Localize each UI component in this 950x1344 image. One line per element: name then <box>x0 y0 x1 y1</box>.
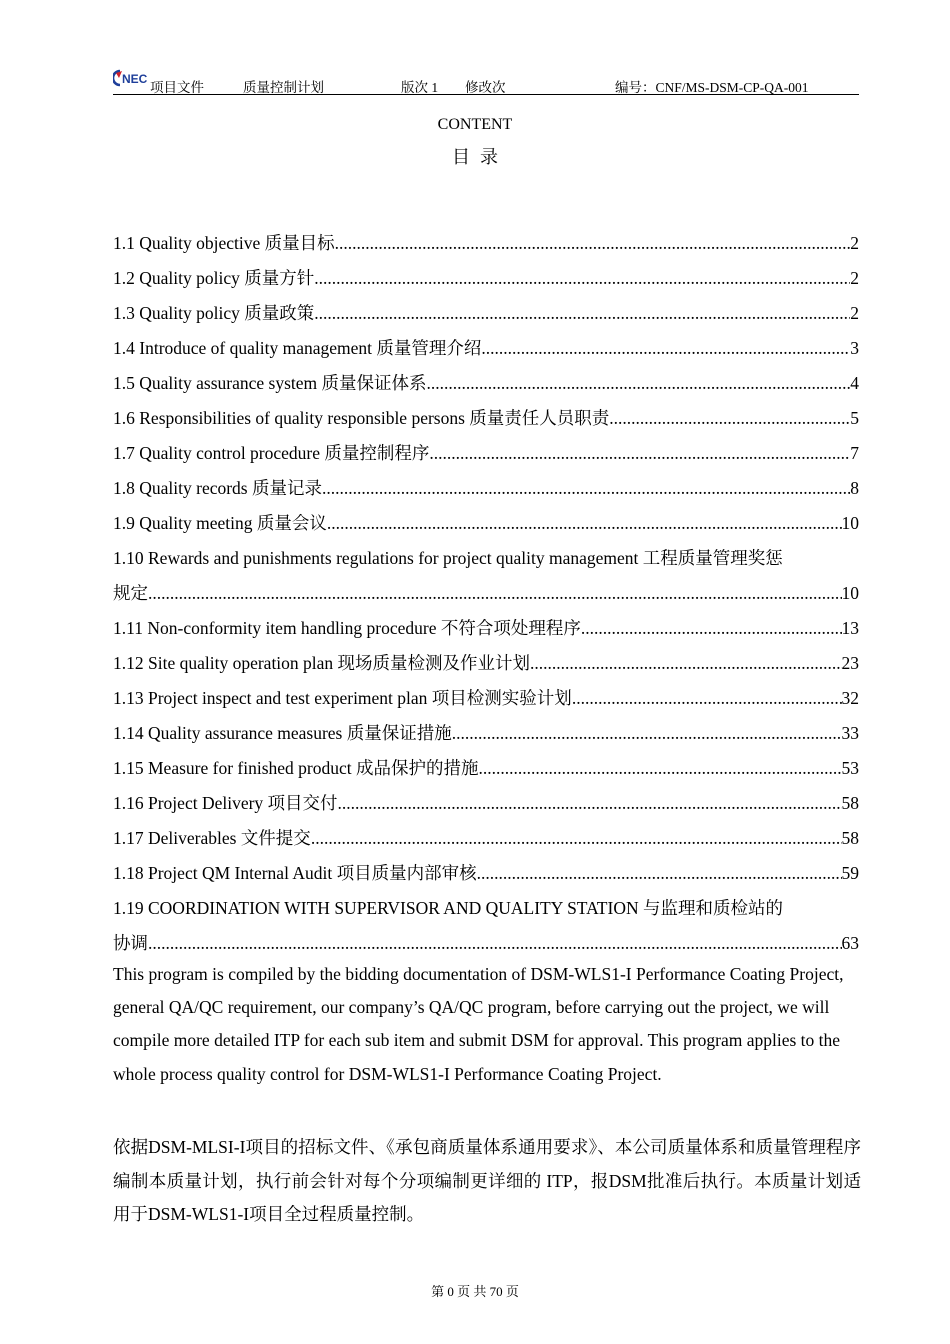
toc-page-number: 2 <box>850 303 859 323</box>
toc-entry-title: 1.10 Rewards and punishments regulations for project quality management 工程质量管理奖惩 <box>113 548 783 568</box>
toc-leader-dots <box>335 226 851 261</box>
toc-entry[interactable] <box>113 576 859 611</box>
page-header <box>113 66 859 95</box>
toc-entry-title: 1.9 Quality meeting 质量会议 <box>113 513 327 533</box>
toc-page-number: 2 <box>850 233 859 253</box>
toc-page-number: 13 <box>841 618 859 638</box>
toc-entry[interactable] <box>113 506 859 541</box>
toc-entry[interactable] <box>113 366 859 401</box>
toc-entry[interactable] <box>113 926 859 961</box>
toc-page-number: 32 <box>841 688 859 708</box>
toc-page-number: 63 <box>841 933 859 953</box>
toc-page-number: 3 <box>850 338 859 358</box>
toc-leader-dots <box>572 681 842 716</box>
toc-page-number: 23 <box>841 653 859 673</box>
toc-page-number: 2 <box>850 268 859 288</box>
toc-entry-title: 1.8 Quality records 质量记录 <box>113 478 322 498</box>
toc-entry[interactable] <box>113 261 859 296</box>
toc-entry-title: 1.11 Non-conformity item handling procedure 不符合项处理程序 <box>113 618 581 638</box>
toc-entry[interactable] <box>113 786 859 821</box>
toc-entry[interactable] <box>113 716 859 751</box>
intro-paragraph-chinese: 依据DSM-MLSI-I项目的招标文件、《承包商质量体系通用要求》、本公司质量体系和质量管理程序编制本质量计划，执行前会针对每个分项编制更详细的 ITP，报DSM批准后执行。本质量计划适用于DSM-WLS1-I项目全过程质量控制。 <box>113 1137 861 1224</box>
toc-entry[interactable] <box>113 611 859 646</box>
toc-entry[interactable] <box>113 751 859 786</box>
toc-leader-dots <box>148 926 842 961</box>
header-doc-type: 项目文件 <box>150 80 204 95</box>
toc-leader-dots <box>429 436 850 471</box>
toc-entry[interactable] <box>113 681 859 716</box>
header-revision: 修改次 <box>465 80 506 95</box>
toc-entry-title: 1.3 Quality policy 质量政策 <box>113 303 315 323</box>
toc-entry-title: 1.7 Quality control procedure 质量控制程序 <box>113 443 430 463</box>
header-plan-name: 质量控制计划 <box>243 80 324 95</box>
toc-page-number: 5 <box>850 408 859 428</box>
toc-entry-title: 1.2 Quality policy 质量方针 <box>113 268 315 288</box>
toc-entry-title: 1.15 Measure for finished product 成品保护的措施 <box>113 758 479 778</box>
toc-leader-dots <box>327 506 842 541</box>
toc-entry-title-continuation: 规定 <box>113 583 148 603</box>
toc-leader-dots <box>314 296 850 331</box>
toc-entry-title: 1.16 Project Delivery 项目交付 <box>113 793 338 813</box>
toc-leader-dots <box>314 261 850 296</box>
header-version: 版次 1 <box>401 80 439 95</box>
toc-entry[interactable] <box>113 821 859 856</box>
toc-entry-title: 1.19 COORDINATION WITH SUPERVISOR AND QUALITY STATION 与监理和质检站的 <box>113 898 783 918</box>
cnec-logo <box>113 69 149 87</box>
toc-page-number: 53 <box>841 758 859 778</box>
toc-entry-title: 1.1 Quality objective 质量目标 <box>113 233 335 253</box>
toc-entry[interactable] <box>113 646 859 681</box>
toc-page-number: 59 <box>841 863 859 883</box>
svg-text:NEC: NEC <box>122 72 148 86</box>
toc-page-number: 58 <box>841 793 859 813</box>
toc-leader-dots <box>581 611 842 646</box>
toc-entry[interactable] <box>113 226 859 261</box>
toc-leader-dots <box>148 576 842 611</box>
toc-entry-title: 1.17 Deliverables 文件提交 <box>113 828 311 848</box>
toc-page-number: 33 <box>841 723 859 743</box>
toc-entry-first-line[interactable] <box>113 541 859 576</box>
toc-entry-title: 1.6 Responsibilities of quality responsible persons 质量责任人员职责 <box>113 408 610 428</box>
toc-entry[interactable] <box>113 856 859 891</box>
intro-paragraph-english: This program is compiled by the bidding documentation of DSM-WLS1-I Performance Coating Project, general QA/QC requirement, our company’s QA/QC program, before carrying out the project, we will compile more detailed ITP for each sub item and submit DSM for approval. This program applies to the whole process quality control for DSM-WLS1-I Performance Coating Project. <box>113 964 844 1084</box>
contents-subtitle: 目录 <box>452 147 508 167</box>
toc-page-number: 10 <box>841 513 859 533</box>
toc-leader-dots <box>477 856 842 891</box>
toc-entry-first-line[interactable] <box>113 891 859 926</box>
toc-page-number: 58 <box>841 828 859 848</box>
toc-leader-dots <box>452 716 842 751</box>
toc-page-number: 7 <box>850 443 859 463</box>
toc-leader-dots <box>481 331 850 366</box>
toc-entry[interactable] <box>113 471 859 506</box>
toc-entry-title: 1.14 Quality assurance measures 质量保证措施 <box>113 723 452 743</box>
toc-entry-title-continuation: 协调 <box>113 933 148 953</box>
toc-entry[interactable] <box>113 436 859 471</box>
toc-leader-dots <box>530 646 841 681</box>
toc-leader-dots <box>479 751 842 786</box>
toc-entry[interactable] <box>113 401 859 436</box>
toc-entry-title: 1.12 Site quality operation plan 现场质量检测及作业计划 <box>113 653 531 673</box>
toc-page-number: 8 <box>850 478 859 498</box>
toc-entry-title: 1.4 Introduce of quality management 质量管理介绍 <box>113 338 482 358</box>
contents-title: CONTENT <box>437 116 513 133</box>
toc-entry-title: 1.5 Quality assurance system 质量保证体系 <box>113 373 427 393</box>
toc-page-number: 4 <box>850 373 859 393</box>
toc-leader-dots <box>338 786 842 821</box>
page-footer: 第 0 页 共 70 页 <box>431 1284 519 1299</box>
toc-page-number: 10 <box>841 583 859 603</box>
toc-entry[interactable] <box>113 296 859 331</box>
toc-leader-dots <box>311 821 842 856</box>
toc-leader-dots <box>427 366 851 401</box>
header-doc-number: 编号：CNF/MS-DSM-CP-QA-001 <box>615 80 809 95</box>
toc-entry[interactable] <box>113 331 859 366</box>
table-of-contents <box>113 226 859 961</box>
toc-entry-title: 1.13 Project inspect and test experiment plan 项目检测实验计划 <box>113 688 572 708</box>
toc-leader-dots <box>322 471 850 506</box>
toc-entry-title: 1.18 Project QM Internal Audit 项目质量内部审核 <box>113 863 477 883</box>
toc-leader-dots <box>609 401 850 436</box>
